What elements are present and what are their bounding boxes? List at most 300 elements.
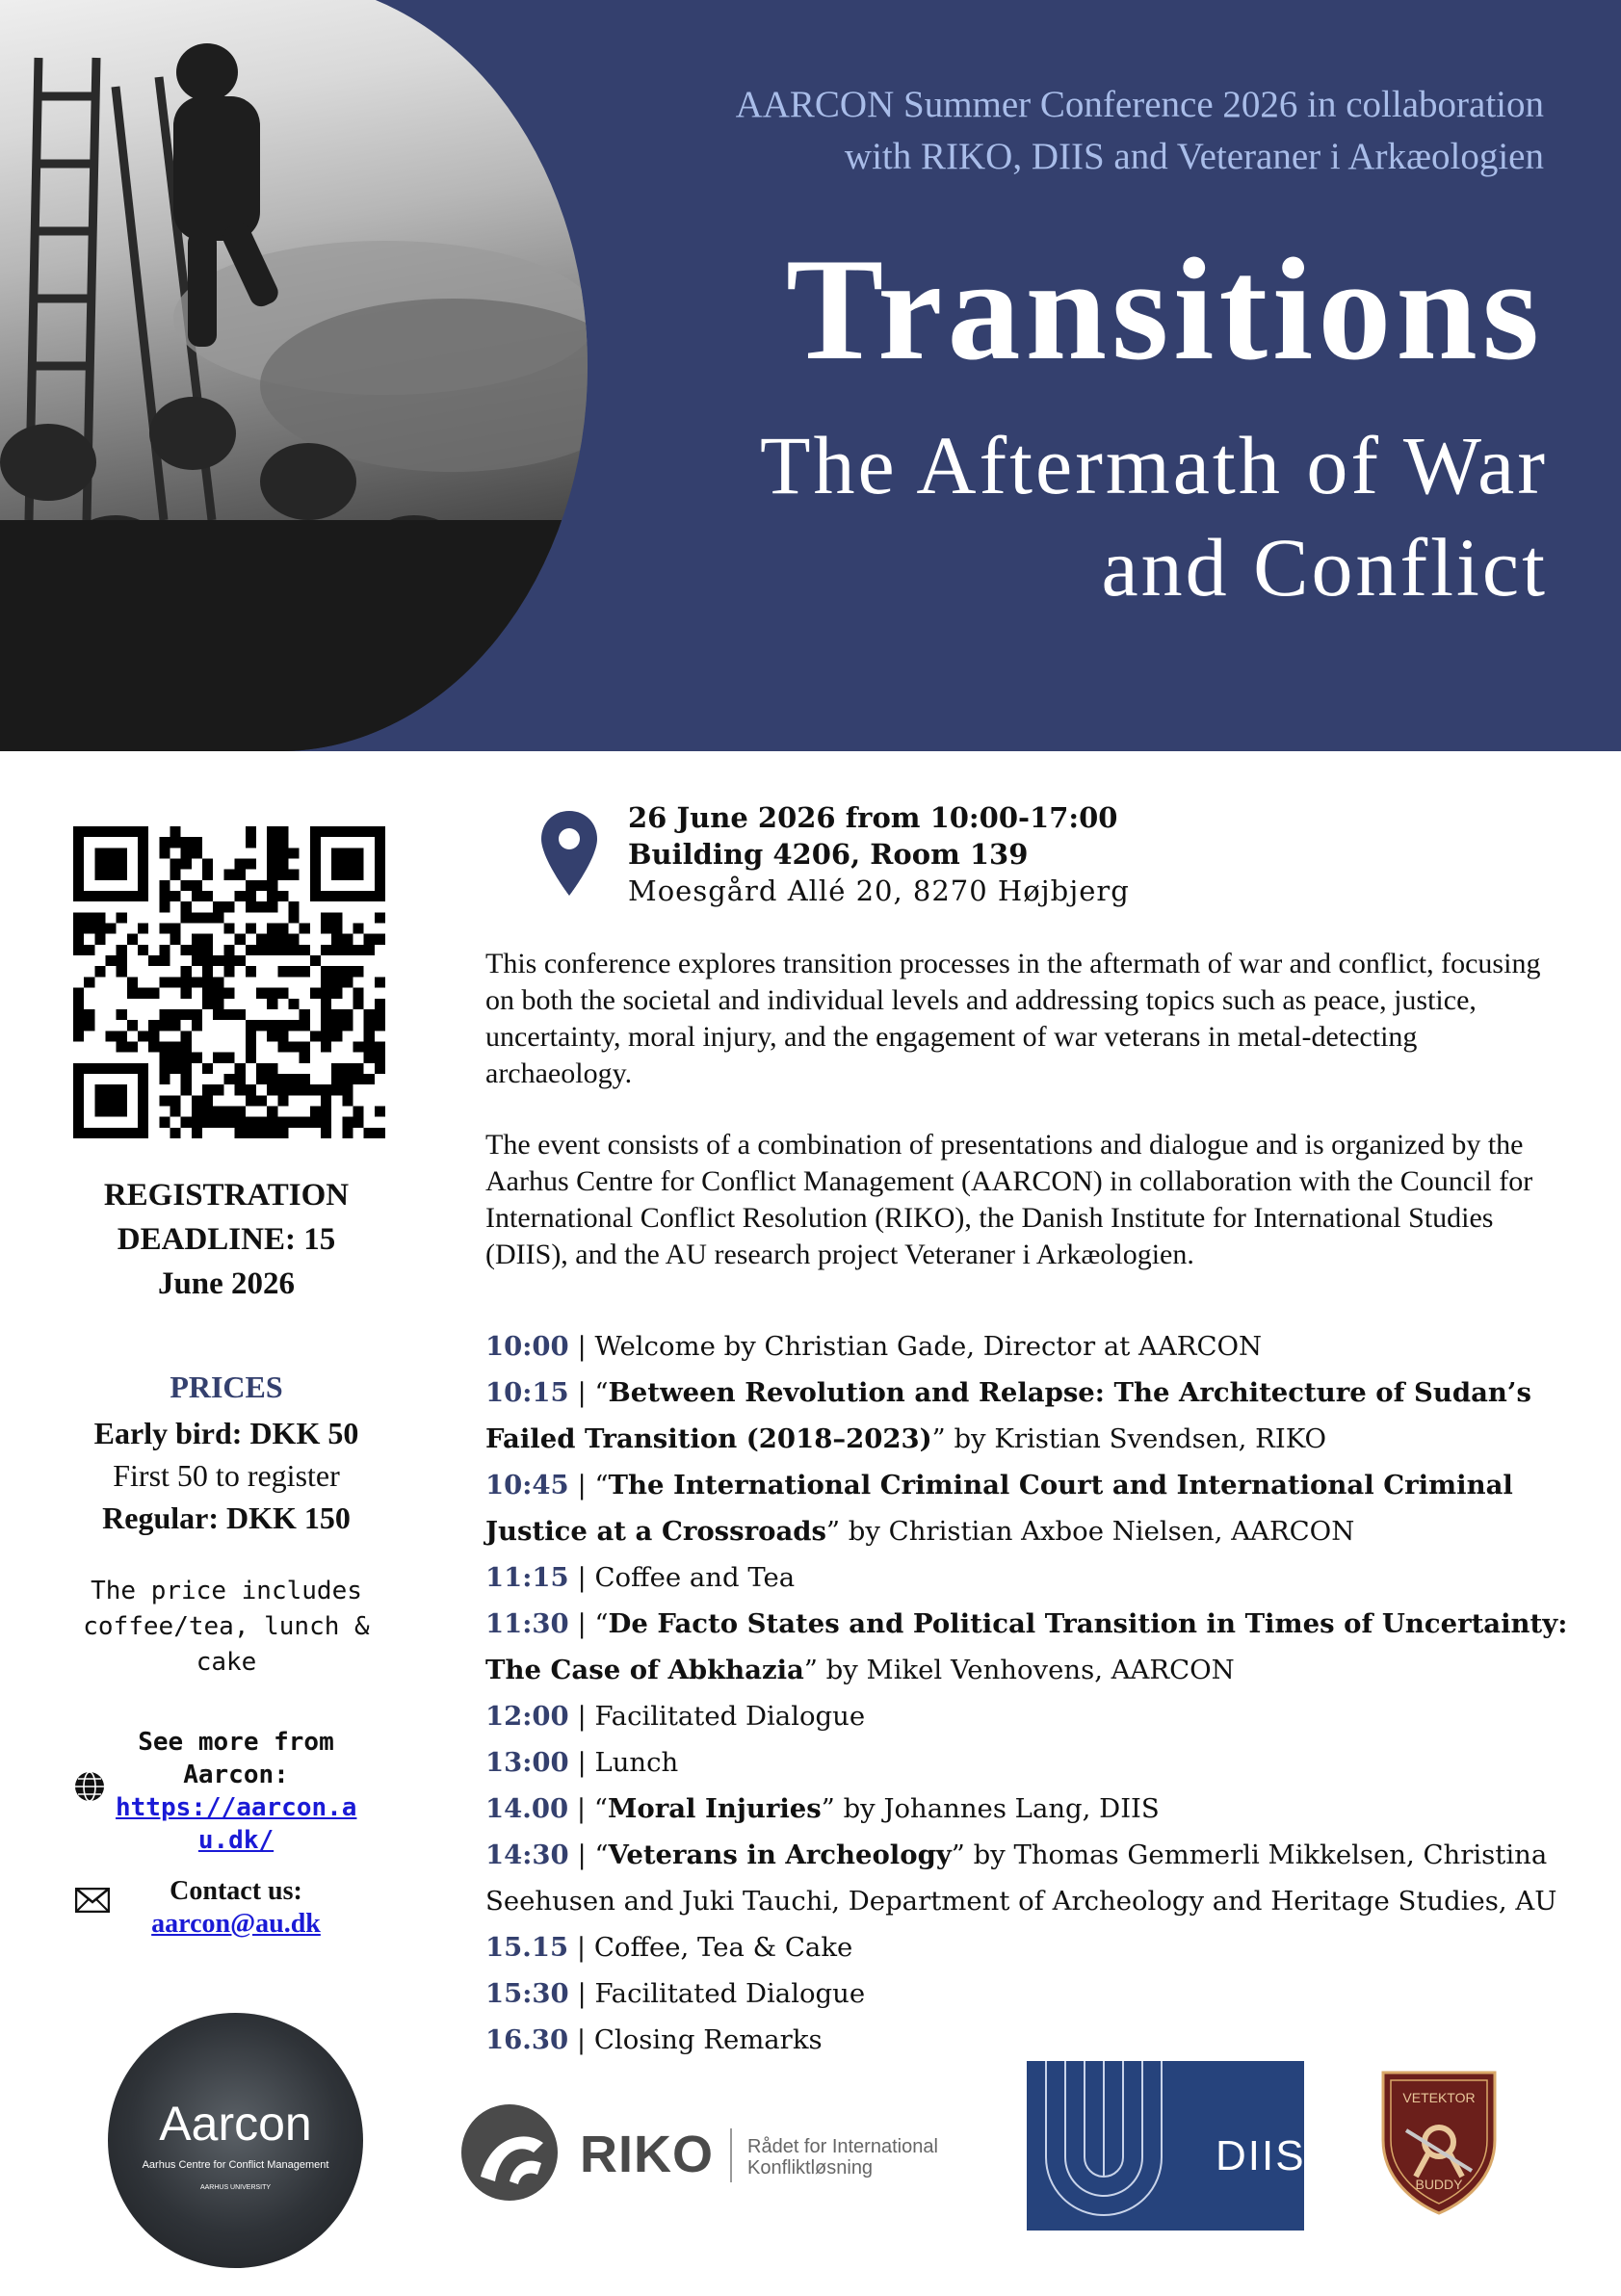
qr-module [288, 1117, 299, 1128]
qr-module [331, 988, 342, 999]
programme-time: 16.30 [485, 2024, 569, 2055]
qr-module [246, 1128, 256, 1138]
qr-module [331, 924, 342, 934]
qr-module [321, 977, 331, 987]
qr-module [235, 891, 246, 901]
qr-module [94, 934, 105, 945]
programme-talk-title: Moral Injuries [607, 1793, 822, 1824]
qr-module [277, 837, 288, 848]
aarcon-logo-university: AARHUS UNIVERSITY [199, 2184, 272, 2191]
qr-module [170, 924, 181, 934]
riko-mark-icon [457, 2100, 562, 2205]
qr-module [73, 1009, 84, 1020]
price-early-condition: First 50 to register [113, 1458, 340, 1493]
programme-time: 12:00 [485, 1701, 569, 1732]
qr-module [277, 1128, 288, 1138]
qr-module [202, 1063, 213, 1074]
qr-module [117, 1009, 127, 1020]
qr-module [331, 1009, 342, 1020]
qr-module [127, 934, 138, 945]
qr-module [321, 1041, 331, 1052]
qr-module [342, 934, 353, 945]
qr-module [159, 1095, 170, 1106]
qr-module [181, 1084, 192, 1095]
qr-module [310, 1117, 321, 1128]
website-link-line-1[interactable]: https://aarcon.a [116, 1793, 357, 1822]
qr-module [342, 966, 353, 977]
qr-module [148, 1041, 159, 1052]
programme-details: Facilitated Dialogue [594, 1701, 866, 1732]
qr-module [288, 1041, 299, 1052]
programme-item [485, 1924, 1574, 1970]
diis-mark-icon [1027, 2061, 1210, 2231]
qr-module [181, 1031, 192, 1041]
qr-module [288, 966, 299, 977]
qr-module [342, 945, 353, 955]
qr-module [375, 1041, 385, 1052]
programme-details: ” by Johannes Lang, DIIS [821, 1793, 1160, 1824]
description-paragraph-1: This conference explores transition processes in the aftermath of war and conflict, focusing on both the societal and individual levels and addressing topics such as peace, justice, uncertainty, moral injury, and the engagement of war veterans in metal-detecting archaeology. [485, 948, 1541, 1089]
programme-item [485, 1970, 1574, 2017]
qr-module [117, 945, 127, 955]
qr-module [267, 1063, 277, 1074]
qr-module [321, 1095, 331, 1106]
qr-module [170, 859, 181, 870]
qr-module [192, 1053, 202, 1063]
qr-module [310, 1106, 321, 1116]
qr-module [192, 955, 202, 966]
qr-module [353, 999, 363, 1009]
qr-module [267, 945, 277, 955]
qr-module [310, 955, 321, 966]
qr-module [321, 966, 331, 977]
description-paragraph-2: The event consists of a combination of presentations and dialogue and is organized by the Aarhus Centre for Conflict Management (AARCON) in collaboration with the Council for International Conflict Resolution (RIKO), the Danish Institute for International Studies (DIIS), and the AU research project Veteraner i Arkæologien. [485, 1129, 1533, 1270]
qr-module [246, 901, 256, 912]
qr-module [192, 891, 202, 901]
programme-separator: | [568, 1562, 595, 1593]
qr-module [267, 1074, 277, 1084]
qr-module [246, 837, 256, 848]
qr-module [202, 891, 213, 901]
qr-module [246, 880, 256, 891]
qr-module [148, 1020, 159, 1031]
qr-module [342, 1009, 353, 1020]
qr-module [73, 988, 84, 999]
qr-module [159, 1041, 170, 1052]
programme-quote-open: “ [594, 1839, 609, 1870]
qr-module [300, 924, 310, 934]
programme-quote-open: “ [594, 1608, 609, 1639]
qr-module [300, 945, 310, 955]
qr-module [267, 1117, 277, 1128]
qr-module [267, 848, 277, 858]
qr-module [213, 999, 223, 1009]
vetektor-buddy-logo [1377, 2063, 1501, 2217]
qr-module [213, 912, 223, 923]
qr-code[interactable] [73, 826, 385, 1138]
qr-module [213, 1084, 223, 1095]
qr-module [300, 1009, 310, 1020]
qr-module [277, 1095, 288, 1106]
qr-module [159, 1063, 170, 1074]
subtitle-line-2: with RIKO, DIIS and Veteraner i Arkæologien [844, 136, 1544, 177]
price-note-line-1: The price includes [91, 1577, 362, 1605]
qr-module [342, 1074, 353, 1084]
qr-module [246, 1041, 256, 1052]
qr-module [223, 870, 234, 880]
qr-module [321, 999, 331, 1009]
qr-module [84, 945, 94, 955]
qr-module [288, 912, 299, 923]
aarcon-logo-name: Aarcon [159, 2097, 312, 2151]
qr-module [192, 1095, 202, 1106]
qr-module [267, 988, 277, 999]
programme-talk-title: The International Criminal Court and International Criminal Justice at a Crossroads [485, 1470, 1513, 1547]
programme-time: 11:30 [485, 1608, 569, 1639]
price-early-bird: Early bird: DKK 50 [93, 1416, 359, 1450]
qr-module [277, 870, 288, 880]
qr-module [73, 945, 84, 955]
qr-module [256, 1074, 267, 1084]
qr-module [159, 1074, 170, 1084]
programme-quote-open: “ [593, 1793, 608, 1824]
programme-item [485, 1554, 1574, 1601]
qr-module [277, 924, 288, 934]
qr-module [342, 1095, 353, 1106]
qr-module [202, 988, 213, 999]
qr-module [342, 1128, 353, 1138]
programme-details: Coffee and Tea [594, 1562, 796, 1593]
qr-module [300, 1117, 310, 1128]
qr-module [321, 1020, 331, 1031]
qr-module [235, 934, 246, 945]
programme-item [485, 1693, 1574, 1739]
qr-module [170, 1009, 181, 1020]
qr-module [159, 1053, 170, 1063]
programme-details: Facilitated Dialogue [594, 1978, 866, 2009]
qr-module [331, 1063, 342, 1074]
programme-item [485, 1462, 1574, 1554]
qr-module [267, 1031, 277, 1041]
mail-icon [75, 1888, 110, 1913]
qr-module [353, 988, 363, 999]
qr-module [256, 1095, 267, 1106]
qr-module [235, 1009, 246, 1020]
qr-module [213, 1053, 223, 1063]
map-pin-icon [539, 809, 599, 898]
qr-module [353, 924, 363, 934]
programme-details: ” by Thomas Gemmerli Mikkelsen, Christina Seehusen and Juki Tauchi, Department of Archeology and Heritage Studies, AU [485, 1839, 1557, 1917]
qr-module [192, 977, 202, 987]
programme-time: 10:45 [485, 1470, 569, 1500]
qr-module [170, 1053, 181, 1063]
qr-module [256, 934, 267, 945]
qr-module [353, 966, 363, 977]
programme-item [485, 1601, 1574, 1693]
qr-module [94, 1084, 127, 1117]
qr-module [94, 924, 105, 934]
qr-module [267, 1020, 277, 1031]
qr-module [277, 1074, 288, 1084]
qr-module [181, 1074, 192, 1084]
programme-separator: | [568, 1377, 595, 1408]
programme-talk-title: De Facto States and Political Transition in Times of Uncertainty: The Case of Abkhazia [485, 1608, 1568, 1685]
programme-time: 14.00 [485, 1793, 569, 1824]
qr-module [181, 966, 192, 977]
qr-module [192, 912, 202, 923]
qr-module [256, 988, 267, 999]
qr-module [353, 1063, 363, 1074]
qr-module [73, 1020, 84, 1031]
qr-module [331, 848, 364, 880]
programme-item [485, 2017, 1574, 2063]
programme-item [485, 1832, 1574, 1924]
riko-logo-subtitle-1: Rådet for International [747, 2136, 938, 2157]
qr-module [170, 891, 181, 901]
qr-module [170, 977, 181, 987]
qr-module [364, 1009, 375, 1020]
qr-module [342, 1084, 353, 1095]
qr-module [331, 945, 342, 955]
page-title: Transitions [785, 228, 1544, 390]
event-room: Building 4206, Room 139 [628, 838, 1029, 871]
qr-module [375, 977, 385, 987]
qr-module [213, 1117, 223, 1128]
programme-separator: | [568, 1701, 595, 1732]
programme-time: 10:00 [485, 1331, 569, 1362]
qr-module [277, 945, 288, 955]
qr-module [246, 1053, 256, 1063]
registration-deadline [77, 1173, 376, 1306]
qr-module [192, 1117, 202, 1128]
programme-separator: | [568, 1839, 595, 1870]
qr-module [223, 966, 234, 977]
qr-module [277, 988, 288, 999]
qr-module [375, 912, 385, 923]
qr-module [170, 1063, 181, 1074]
qr-module [246, 826, 256, 837]
price-note [48, 1574, 405, 1681]
qr-module [321, 1084, 331, 1095]
programme-details: Lunch [594, 1747, 679, 1778]
qr-module [170, 1095, 181, 1106]
qr-module [288, 901, 299, 912]
qr-module [127, 1020, 138, 1031]
tagline-line-1: The Aftermath of War [759, 419, 1548, 511]
qr-module [288, 1074, 299, 1084]
qr-module [223, 901, 234, 912]
qr-module [148, 1031, 159, 1041]
programme-details: ” by Mikel Venhovens, AARCON [803, 1655, 1235, 1685]
qr-module [94, 912, 105, 923]
vetektor-logo-top: VETEKTOR [1402, 2090, 1476, 2105]
qr-module [277, 1041, 288, 1052]
qr-module [192, 1009, 202, 1020]
qr-module [267, 826, 277, 837]
programme-quote-open: “ [594, 1470, 609, 1500]
programme-details: Closing Remarks [593, 2024, 823, 2055]
qr-module [170, 1020, 181, 1031]
qr-module [235, 859, 246, 870]
qr-module [235, 1128, 246, 1138]
qr-module [375, 934, 385, 945]
qr-module [73, 924, 84, 934]
qr-module [181, 1053, 192, 1063]
qr-module [364, 1031, 375, 1041]
qr-module [159, 1009, 170, 1020]
qr-module [267, 1084, 277, 1095]
programme-item [485, 1739, 1574, 1786]
qr-module [223, 988, 234, 999]
qr-module [288, 1084, 299, 1095]
qr-module [288, 945, 299, 955]
qr-module [106, 955, 117, 966]
qr-module [106, 924, 117, 934]
aarcon-logo [108, 2013, 363, 2268]
qr-module [117, 955, 127, 966]
qr-module [192, 1106, 202, 1116]
qr-module [73, 934, 84, 945]
qr-module [277, 826, 288, 837]
qr-module [277, 966, 288, 977]
qr-module [342, 1020, 353, 1031]
qr-module [256, 1020, 267, 1031]
qr-module [246, 1117, 256, 1128]
qr-module [202, 912, 213, 923]
programme-details: ” by Christian Axboe Nielsen, AARCON [825, 1516, 1355, 1547]
price-note-line-2: coffee/tea, lunch & cake [83, 1612, 370, 1677]
qr-module [138, 1031, 148, 1041]
qr-module [375, 1063, 385, 1074]
qr-module [202, 1095, 213, 1106]
qr-module [288, 870, 299, 880]
qr-module [94, 848, 127, 880]
programme-item [485, 1370, 1574, 1462]
qr-module [246, 1031, 256, 1041]
programme-separator: | [568, 1932, 594, 1963]
qr-module [213, 977, 223, 987]
see-more-label [116, 1726, 356, 1791]
riko-divider [730, 2128, 732, 2182]
globe-icon [73, 1770, 106, 1803]
qr-module [192, 848, 202, 858]
qr-module [267, 924, 277, 934]
vetektor-logo-bottom: BUDDY [1415, 2177, 1463, 2192]
qr-module [127, 1041, 138, 1052]
diis-logo [1027, 2061, 1304, 2231]
qr-module [267, 837, 277, 848]
qr-module [267, 859, 277, 870]
qr-module [375, 1009, 385, 1020]
qr-module [223, 1106, 234, 1116]
qr-module [181, 988, 192, 999]
qr-module [277, 1117, 288, 1128]
qr-module [94, 966, 105, 977]
header-photo [0, 0, 588, 751]
qr-module [256, 1128, 267, 1138]
qr-module [310, 1031, 321, 1041]
qr-module [267, 901, 277, 912]
qr-module [353, 1117, 363, 1128]
contact-email-link[interactable]: aarcon@au.dk [151, 1909, 321, 1939]
qr-module [277, 859, 288, 870]
qr-module [364, 1074, 375, 1084]
price-regular: Regular: DKK 150 [102, 1500, 351, 1535]
qr-module [84, 912, 94, 923]
qr-module [73, 999, 84, 1009]
qr-module [342, 1063, 353, 1074]
tagline-line-2: and Conflict [1101, 521, 1548, 613]
qr-module [310, 988, 321, 999]
qr-module [256, 1117, 267, 1128]
qr-module [192, 945, 202, 955]
qr-module [159, 955, 170, 966]
website-link-line-2[interactable]: u.dk/ [197, 1826, 275, 1855]
qr-module [181, 1041, 192, 1052]
qr-module [202, 1106, 213, 1116]
qr-module [202, 870, 213, 880]
qr-module [223, 955, 234, 966]
riko-logo [457, 2100, 957, 2205]
programme-separator: | [568, 2024, 594, 2055]
qr-module [288, 1020, 299, 1031]
qr-module [375, 1106, 385, 1116]
qr-module [256, 1063, 267, 1074]
programme-separator: | [568, 1470, 595, 1500]
qr-module [235, 1117, 246, 1128]
qr-module [148, 955, 159, 966]
programme-time: 11:15 [485, 1562, 569, 1593]
qr-module [223, 1053, 234, 1063]
website-link[interactable] [116, 1791, 356, 1857]
qr-module [364, 945, 375, 955]
conference-subtitle [600, 79, 1544, 183]
programme-details: ” by Kristian Svendsen, RIKO [931, 1423, 1327, 1454]
qr-module [170, 1128, 181, 1138]
qr-module [300, 1074, 310, 1084]
programme-time: 13:00 [485, 1747, 569, 1778]
qr-module [375, 999, 385, 1009]
qr-module [353, 1041, 363, 1052]
qr-module [181, 848, 192, 858]
qr-module [202, 945, 213, 955]
programme-separator: | [568, 1331, 595, 1362]
qr-module [223, 1009, 234, 1020]
qr-module [321, 945, 331, 955]
prices-heading: PRICES [170, 1370, 283, 1404]
qr-module [267, 891, 277, 901]
qr-module [170, 934, 181, 945]
qr-module [353, 1106, 363, 1116]
qr-module [267, 870, 277, 880]
qr-module [138, 988, 148, 999]
page-tagline [681, 414, 1548, 618]
qr-module [181, 901, 192, 912]
qr-module [353, 945, 363, 955]
qr-module [192, 837, 202, 848]
qr-module [300, 966, 310, 977]
qr-module [170, 1041, 181, 1052]
qr-module [246, 891, 256, 901]
qr-module [213, 1009, 223, 1020]
qr-module [192, 934, 202, 945]
qr-module [223, 924, 234, 934]
qr-module [246, 924, 256, 934]
riko-logo-name: RIKO [580, 2126, 714, 2183]
qr-module [181, 1117, 192, 1128]
programme-quote-open: “ [594, 1377, 609, 1408]
programme-separator: | [568, 1978, 595, 2009]
